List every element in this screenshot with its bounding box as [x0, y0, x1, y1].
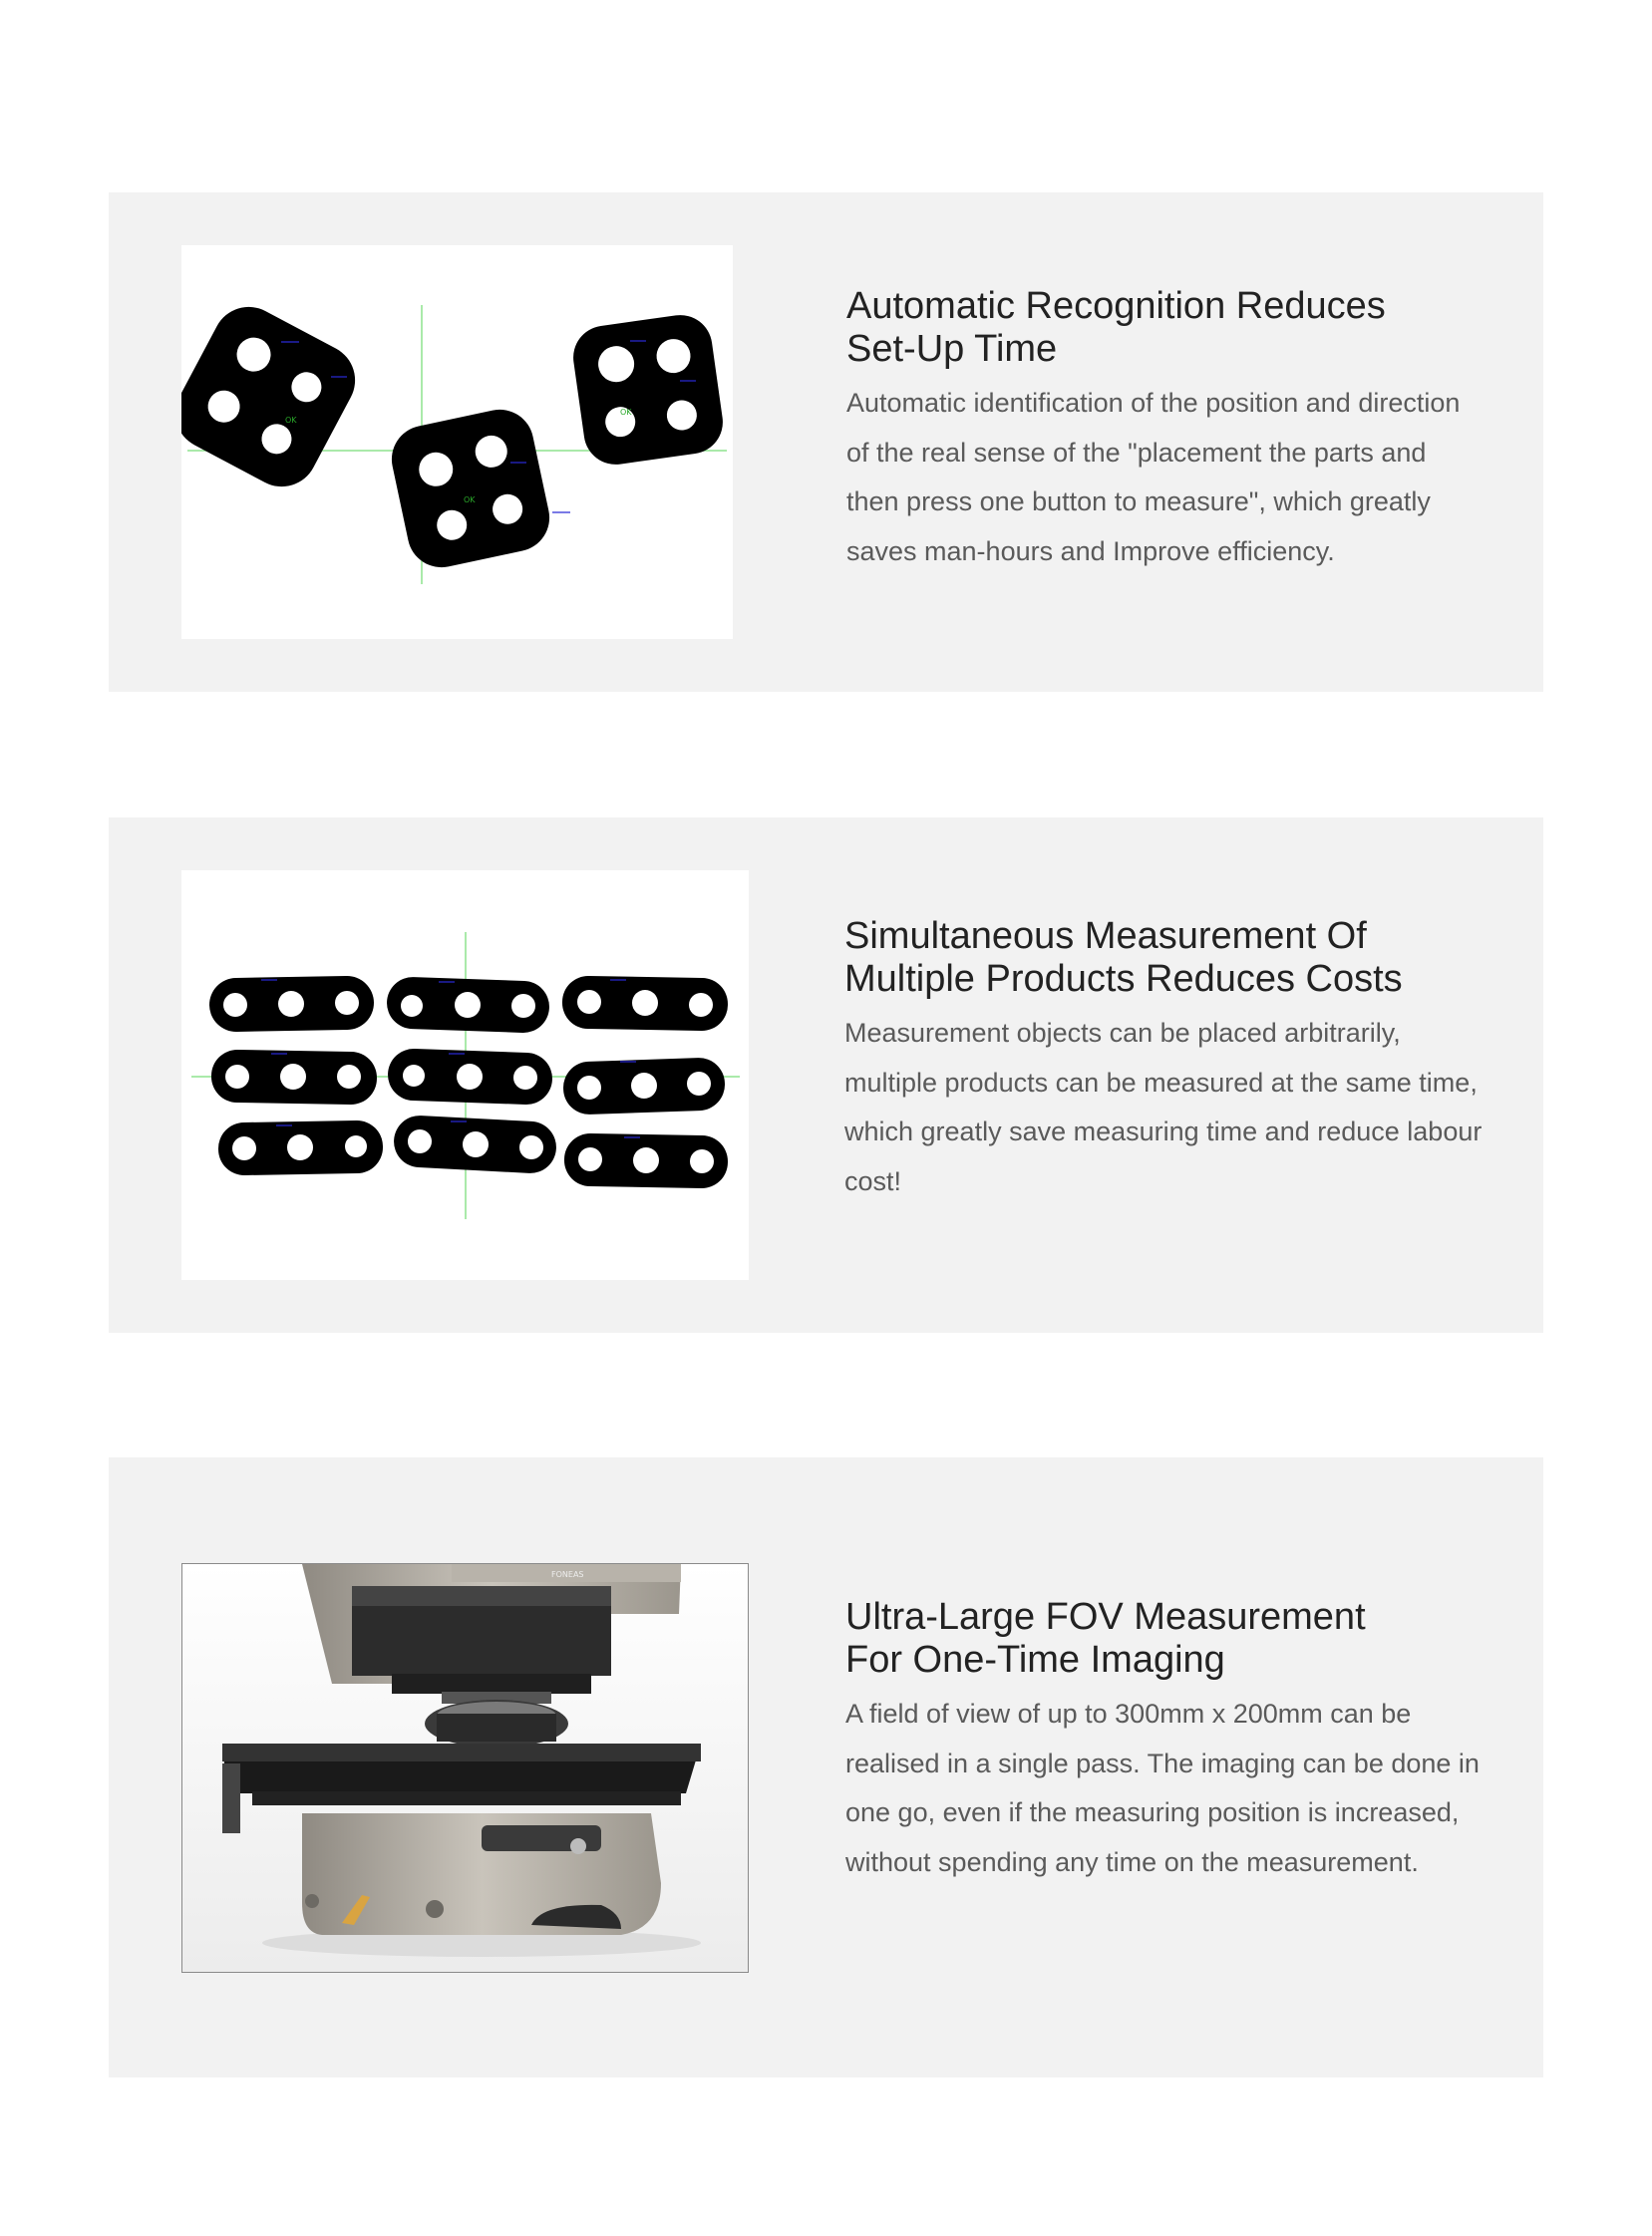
feature-title-line1: Automatic Recognition Reduces [846, 285, 1386, 327]
feature-text-block [844, 915, 1492, 1206]
svg-text:FONEAS: FONEAS [551, 1570, 584, 1579]
feature-title-line2: For One-Time Imaging [845, 1639, 1225, 1681]
measuring-machine-illustration [182, 1564, 748, 1972]
feature-title-line1: Simultaneous Measurement Of [844, 915, 1367, 957]
svg-text:OK: OK [285, 416, 297, 425]
feature-description: Automatic identification of the position and direction of the real sense of the "placement the parts and then press one button to measure", which greatly saves man-hours and Improve efficiency. [846, 388, 1461, 566]
svg-text:OK: OK [464, 495, 476, 504]
feature-title-line2: Set-Up Time [846, 328, 1058, 370]
feature-panel-multi-measurement [109, 817, 1543, 1333]
feature-title-line2: Multiple Products Reduces Costs [844, 958, 1403, 1000]
feature-panel-auto-recognition [109, 192, 1543, 692]
feature-text-block [845, 1596, 1493, 1887]
feature-title [846, 285, 1485, 371]
dice-detection-illustration [181, 245, 733, 639]
svg-text:OK: OK [620, 408, 632, 417]
feature-description: A field of view of up to 300mm x 200mm can be realised in a single pass. The imaging can be done in one go, even if the measuring position is increased, without spending any time on the measurement. [845, 1699, 1480, 1877]
large-fov-machine-image [181, 1563, 749, 1973]
feature-description: Measurement objects can be placed arbitrarily, multiple products can be measured at the same time, which greatly save measuring time and reduce labour cost! [844, 1018, 1483, 1196]
feature-text-block [846, 285, 1485, 576]
feature-title [845, 1596, 1493, 1682]
feature-title-line1: Ultra-Large FOV Measurement [845, 1596, 1366, 1638]
links-detection-illustration [181, 870, 749, 1280]
auto-recognition-image [181, 245, 733, 639]
multi-measurement-image [181, 870, 749, 1280]
feature-title [844, 915, 1492, 1001]
feature-panel-large-fov [109, 1457, 1543, 2077]
